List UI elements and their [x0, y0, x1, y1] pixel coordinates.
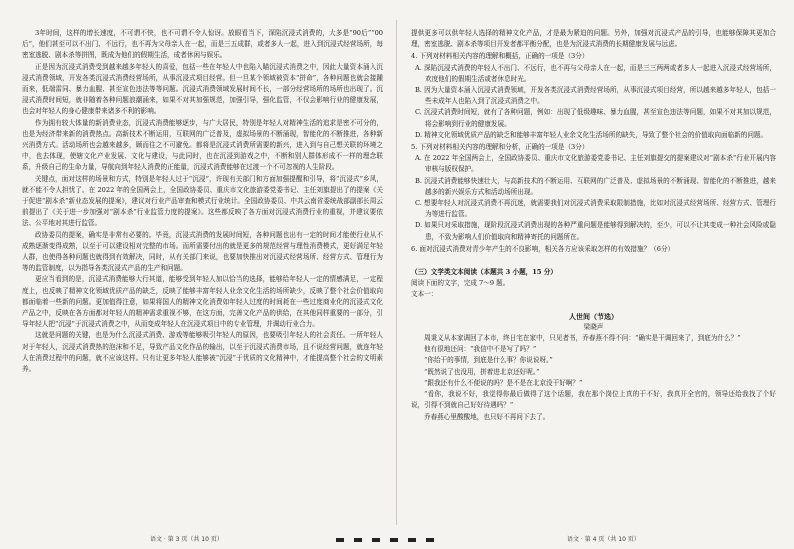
story-paragraph: “看你，我说不好，我觉得你最后做得了这个话题，我在那个岗位上真的干不好，我真开全官的，领导还给我找了个好说，引得不到就自己好好待遇吗？”	[411, 390, 776, 410]
question-4-option-a: A. 深陷沉浸式消费的年轻人不出门、不远行，也不再与父母亲人在一起，而是三三两两或者多人一起进入沉浸式经营场所，欢度他们的假期生活或者休息时光。	[415, 63, 776, 83]
right-page	[397, 0, 794, 549]
question-5-option-d: D. 如果只对采取措施，现阶段沉浸式消费出现的各种严重问题是能够得到解决的，至少，可以不让其变成一种社会风险或隐患，不致为影响人们价值取向和精神寄托的问题所在。	[415, 221, 776, 241]
section-header: （三）文学类文本阅读（本题共 3 小题，15 分）	[411, 268, 557, 277]
story-title: 人世间（节选）	[569, 311, 618, 321]
left-paragraph: 3年时间，这样的增长速度，不可谓不快，也不可谓不令人惊讶。放眼看当下，深陷沉浸式消费的，大多是“90后”“00后”，他们甚至可以不出门、不远行，也不再为父母亲人在一起，而是三五成群，或者多人一起，进入到沉浸式经营场所，每密室逃脱、剧本杀等拼图，既成为他们的假期生活，成者休闲与娱乐。	[22, 29, 383, 60]
question-4-option-d: D. 精神文化领域优质产品的缺乏和能够丰富年轻人业余文化生活场所的缺失，导致了整个社会的价值取向面临新的问题。	[415, 130, 768, 139]
left-page-footer: 语文 · 第 3 页（共 10 页）	[150, 536, 223, 543]
left-paragraph: 正是因为沉浸式消费受到越来越多年轻人的喜爱，包括一些在年轻人中也陷入瞄沉浸式消费之中，因此大量资本涌入沉浸式消费领域，开发各类沉浸式消费经营场所，从事沉浸式项目经营。但一旦某个领域被资本“拼命”，各种问题也就会接踵而来，低端雷同、暴力血腥、甚至宣色违法等等问题。沉浸式消费领域发展时间不长，一部分经营场所的场所也出现了。沉浸式消费时间短，就非随着各种问题浪潮涌来，如果不对其加强规范，加强引导，强化监管，不仅会影响行业的健康发展，也会对年轻人的身心健康带来诸多不利的影响。	[22, 62, 383, 116]
text-label: 文本一：	[411, 290, 438, 299]
question-4-stem: 4. 下列对材料相关内容的理解和概括，正确的一项是（3分）	[411, 52, 589, 61]
registration-mark	[372, 538, 380, 542]
left-paragraph: 更应当看到的是，沉浸式消费能够大行其道，能够受到年轻人加以恰当的选择，能够给年轻人一定的情感满足，一定程度上，也反映了精神文化领域优质产品的缺乏，反映了能够丰富年轻人业余文化生活的场所缺少，反映了整个社会价值取向都面临着一些新的问题。更加值得注意，如果将国人的精神文化消费如年轻人过度的时间耗在一些过度商业化的沉浸式文化产品之中，反映在各方面都对年轻人的精神需求重视不够，在这方面，完善文化产品的供给，在其他同样重要的一部分，引导年轻人把“沉浸”于沉浸式消费之中，从而变成年轻人在沉浸式项目中的专业管理，并调动行业合力。	[22, 275, 383, 329]
story-paragraph: “跟我还有什么不便说的吗？是不是在北京没干好啊？”	[424, 378, 583, 387]
reading-instruction: 阅读下面的文字，完成 7～9 题。	[411, 279, 510, 288]
story-paragraph: “既然说了也没用，拼着进北京还好呢。”	[424, 367, 540, 376]
story-author: 梁晓声	[583, 322, 604, 331]
registration-mark	[390, 538, 398, 542]
registration-mark	[426, 538, 434, 542]
question-5-stem: 5. 下列对材料相关内容的理解和分析，正确的一项是（3分）	[411, 143, 589, 152]
registration-mark	[354, 538, 362, 542]
intro-paragraph: 提供更多可以供年轻人选择的精神文化产品，才是最为紧迫的问题。另外，加强对沉浸式产品的引导，也能够保障其更加合理，密室逃脱、剧本杀等项目开发者都平衡分配，也是为沉浸式消费的长期健康发展与远虑。	[411, 29, 776, 49]
question-5-option-a: A. 在 2022 年全国两会上，全国政协委员、重庆市文化旅游委党委书记、主任刘旗提交的提案建议对“剧本杀”行业开展内容审核与版权保护。	[415, 154, 776, 174]
registration-mark	[336, 538, 344, 542]
story-paragraph: “你给干的事情，到底是什么事？你说说呀。”	[424, 356, 553, 365]
left-paragraph: 关键点，面对这样的场景和方式，特别是年轻人过于“沉浸”，许现有关部门和方面加强提醒和引导，将“沉浸式”乡风，就不能不令人担忧了。在 2022 年的全国两会上，全国政协委员、重庆市文化旅游委党委书记、主任刘旗提出了的提案《关于促进“剧本杀”新业态发展的提案》，建议对行业产品审查和模式行业统计。全国政协委员、中共云南省委统战部副部长周云前提出了《关于进一步加强对“剧本杀”行业监管力度的提案》。这些都反映了各方面对沉浸式消费行业的重视，并建议要依法、公平地对其进行监管。	[22, 174, 383, 228]
left-paragraph: 这就是问题的关键，也是为什么沉浸式消费、游戏等能够吸引年轻人的原因，也要吸引年轻人的社会责任。一所年轻人对于年轻人，沉浸式消费热的泡沫和不足，导致产品文化作品的输出，以至于沉浸式消费市场，且不说经营问题，就连年轻人在消费过程中的问题，就不应该这样。只有让更多年轻人能够被“沉浸”于优质的文化精神中，才能提高整个社会的文明素养。	[22, 331, 383, 374]
left-paragraph: 作为拥有较大体量的新消费业态，沉浸式消费能够逐步，与广大居民，特别是年轻人对精神生活的追求是密不可分的，也是为经济带来新的消费热点。高新技术不断运用，互联网的广泛普及，虚拟场景的不断涌现，智能化的不断推进，各种新兴消费方式。活动场所也会越来越多，顾而往之不可避免。都将是沉浸式消费所需要的新兴，进入到与自己想关联的环境之中，也去体现，使辖文化产业发展、文化与建设，与此同时，也在沉浸到游戏之中，不断和别人群体形成不一样的理念联系，升级自己的生命力量，导航向到年轻人消费的正能量，沉浸式消费能够在过渡一个不可忽视的人生阶段。	[22, 118, 383, 172]
registration-mark	[408, 538, 416, 542]
left-paragraph: 政协委员的提案，确实是非常有必要的。毕竟，沉浸式消费的发展时间短，各种问题也出有一定的时间才能使行业从不成熟逐渐变得成熟，以至于可以建设相对完整的市场。而所需要付出的就是更多的规范经营与理性消费模式，更好满足年轻人群，也使得各种问题也就得到有效解决，同时，从有关部门来说，也要加快推出对沉浸式经营场所、经营方式、管理行为等的监管制度，以为指导各类沉浸式产品的生产和问题。	[22, 230, 383, 273]
question-6: 6. 面对沉浸式消费对青少年产生的不良影响，相关各方应该采取怎样的有效措施？（6分）	[411, 244, 675, 253]
question-5-option-b: B. 沉浸式消费能够快速壮大，与高新技术的不断运用、互联网的广泛普及、虚拟场景的不断涌现、智能化的不断推进，越来越多的新兴娱乐方式和活动场所出现。	[415, 176, 776, 196]
right-page-footer: 语文 · 第 4 页（共 10 页）	[567, 536, 640, 543]
story-paragraph: 周秉义从本家调回了本市，终日宅在家中，只见者书，乔春燕不得不问：“确实是干调回来了，到底为什么？”	[424, 334, 741, 343]
story-paragraph: 他有很地还问：“我信中不是写了吗？”	[424, 345, 537, 354]
question-5-option-c: C. 想要年轻人对沉浸式消费不再沉迷，就需要我们对沉浸式消费采取限制措施，比如对沉浸式经营场所、经营方式、管理行为等进行监管。	[415, 199, 776, 219]
question-4-option-b: B. 因为大量资本涌入沉浸式消费领域，开发各类沉浸式消费经营场所，从事沉浸式项目经营，所以越来越多年轻人，包括一些未成年人也陷入到了沉浸式消费之中。	[415, 86, 776, 106]
registration-marks	[336, 538, 434, 542]
story-paragraph: 乔春燕心里酸酸地，也只好不再问下去了。	[424, 412, 550, 421]
question-4-option-c: C. 沉浸式消费时间短，就有了各种问题，例如：出现了低级趣味、暴力血腥，甚至宣色违法等问题，如果不对其加以规范，将会影响到行业的健康发展。	[415, 108, 776, 128]
